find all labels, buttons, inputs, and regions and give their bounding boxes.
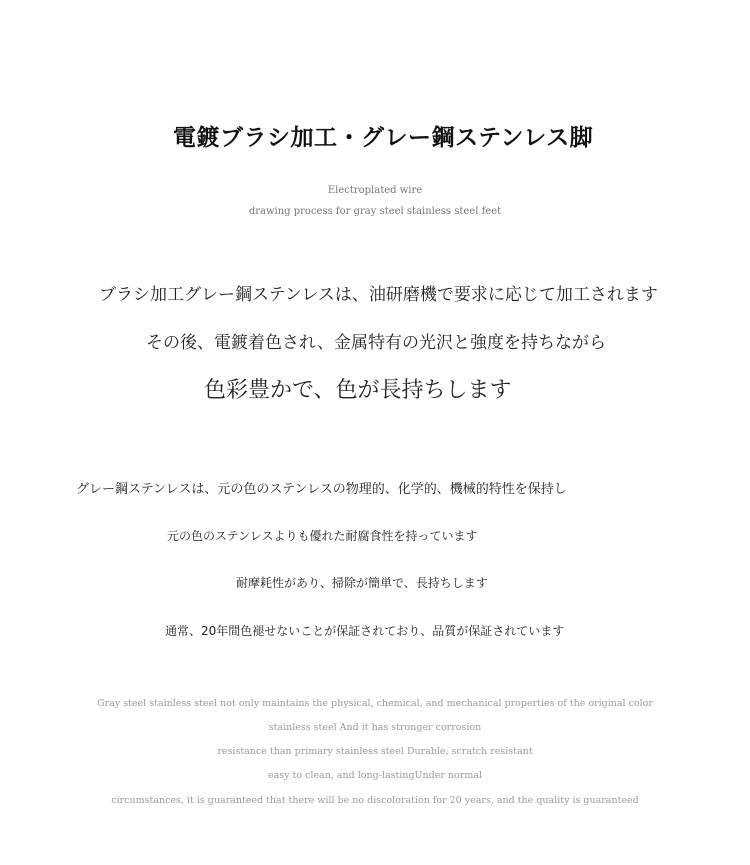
english-feature-line-2: stainless steel And it has stronger corrosion — [268, 722, 482, 733]
english-feature-line-1: Gray steel stainless steel not only maintains the physical, chemical, and mechanical properties of the original color — [97, 698, 653, 709]
english-subtitle-line-2: drawing process for gray steel stainless steel feet — [248, 206, 502, 217]
intro-text-line-2: その後、電鍍着色され、金属特有の光沢と強度を持ちながら — [146, 333, 607, 353]
english-feature-line-5: circumstances, it is guaranteed that there will be no discoloration for 20 years, and the quality is guaranteed — [111, 795, 639, 806]
intro-text-line-3: 色彩豊かで、色が長持ちします — [204, 378, 512, 403]
english-feature-line-4: easy to clean, and long-lastingUnder normal — [267, 770, 483, 781]
english-feature-line-3: resistance than primary stainless steel Durable, scratch resistant — [217, 746, 533, 757]
page-title: 電鍍ブラシ加工・グレー鋼ステンレス脚 — [172, 125, 594, 151]
feature-text-line-4: 通常、20年間色褪せないことが保証されており、品質が保証されています — [165, 624, 565, 638]
intro-text-line-1: ブラシ加工グレー鋼ステンレスは、油研磨機で要求に応じて加工されます — [99, 285, 658, 305]
english-subtitle-line-1: Electroplated wire — [327, 185, 423, 196]
feature-text-line-1: グレー鋼ステンレスは、元の色のステンレスの物理的、化学的、機械的特性を保持し — [76, 482, 567, 497]
feature-text-line-2: 元の色のステンレスよりも優れた耐腐食性を持っています — [167, 529, 478, 543]
feature-text-line-3: 耐摩耗性があり、掃除が簡単で、長持ちします — [236, 576, 488, 590]
